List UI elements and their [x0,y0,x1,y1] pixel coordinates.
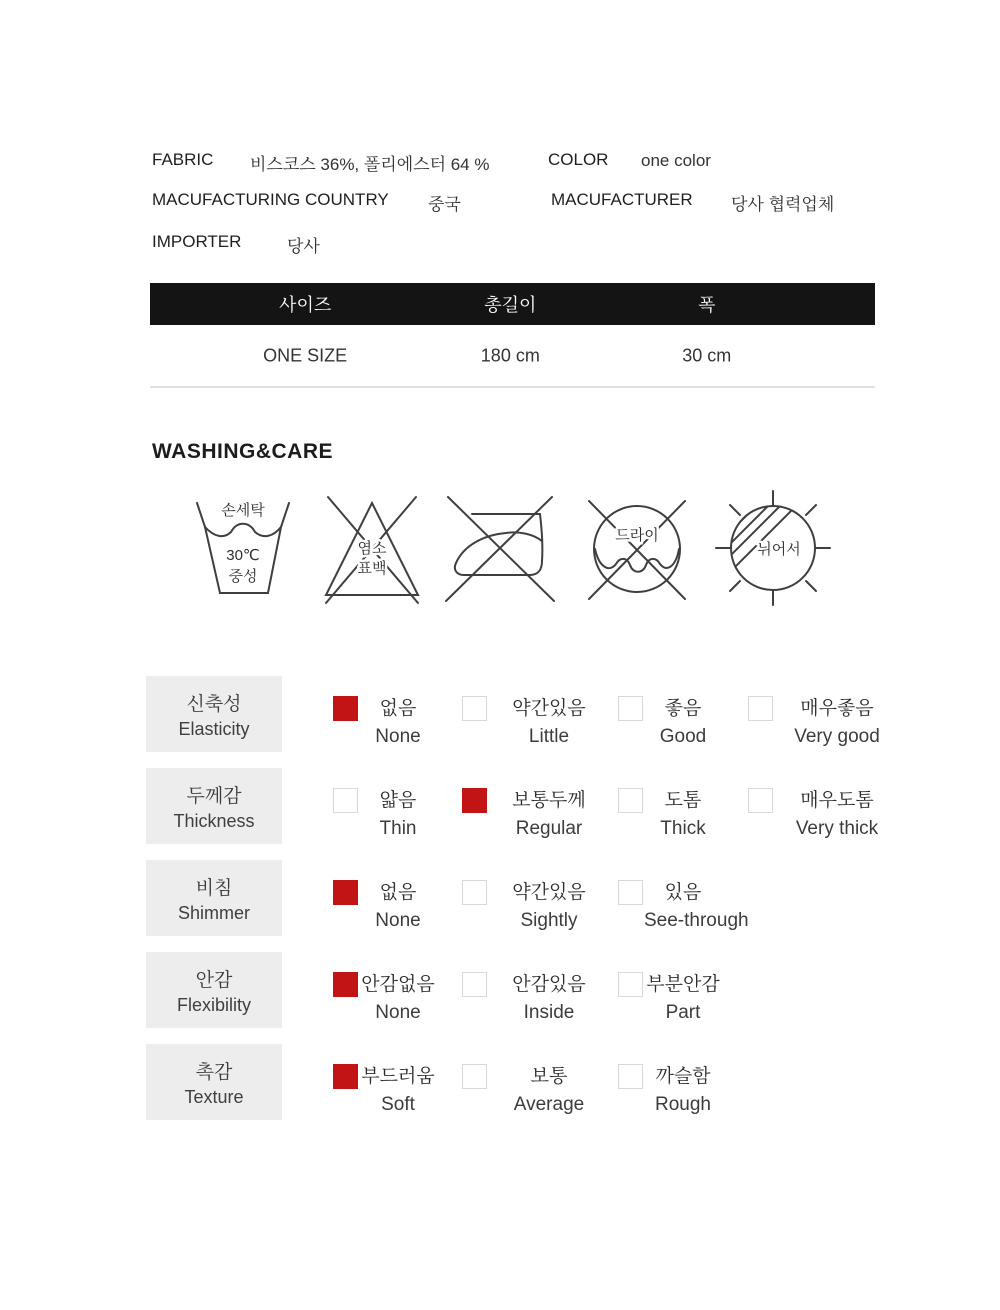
property-row-shimmer [146,860,926,940]
checkbox [618,880,643,905]
svg-text:30℃: 30℃ [226,547,260,564]
color-value: one color [641,151,711,170]
svg-text:뉘어서: 뉘어서 [757,541,801,558]
option-elasticity-good: 좋음 Good [618,696,722,752]
option-thickness-thin: 얇음 Thin [333,788,437,844]
country-label: MACUFACTURING COUNTRY [152,190,389,209]
property-row-elasticity [146,676,926,756]
property-row-texture [146,1044,926,1124]
property-label-en: Elasticity [178,718,250,739]
checkbox [618,696,643,721]
texture-label-box: 촉감 Texture [146,1044,282,1120]
checkbox-checked [333,880,358,905]
size-col-header: 사이즈 [279,295,332,315]
checkbox-checked [462,788,487,813]
elasticity-label-box [146,676,282,752]
checkbox [462,972,487,997]
no-bleach-icon [312,489,432,607]
checkbox [462,696,487,721]
checkbox [462,1064,487,1089]
checkbox [748,788,773,813]
checkbox [333,788,358,813]
checkbox-checked [333,1064,358,1089]
option-texture-soft: 부드러움 Soft [333,1064,437,1120]
checkbox [618,1064,643,1089]
no-dry-clean-icon [577,489,697,607]
size-table [150,283,875,388]
importer-value: 당사 [287,237,320,256]
thickness-label-box: 두께감 Thickness [146,768,282,844]
svg-text:손세탁: 손세탁 [221,502,265,519]
shimmer-label-box: 비침 Shimmer [146,860,282,936]
manufacturer-value: 당사 협력업체 [731,195,835,214]
flexibility-label-box: 안감 Flexibility [146,952,282,1028]
width-col-header: 폭 [698,295,716,315]
dry-flat-shade-icon [713,489,838,614]
svg-text:드라이: 드라이 [615,527,659,544]
option-thickness-regular: 보통두께 Regular [462,788,610,844]
svg-text:표백: 표백 [357,560,387,577]
size-table-header [150,283,875,325]
checkbox [618,788,643,813]
checkbox [462,880,487,905]
fabric-value: 비스코스 36%, 폴리에스터 64 % [250,155,490,174]
size-table-row [150,325,875,388]
option-shimmer-slightly: 약간있음 Sightly [462,880,610,936]
property-row-thickness [146,768,926,848]
fabric-row [152,150,213,170]
checkbox [748,696,773,721]
color-label: COLOR [548,150,609,169]
no-iron-icon [440,489,560,607]
washing-care-title: WASHING&CARE [152,440,334,463]
option-elasticity-little: 약간있음 Little [462,696,610,752]
option-shimmer-none: 없음 None [333,880,437,936]
option-thickness-very-thick: 매우도톰 Very thick [748,788,900,844]
option-elasticity-very-good: 매우좋음 Very good [748,696,900,752]
checkbox [618,972,643,997]
option-lining-inside: 안감있음 Inside [462,972,610,1028]
length-col-header: 총길이 [484,295,537,315]
hand-wash-icon [186,489,306,607]
width-value: 30 cm [682,345,732,365]
checkbox-checked [333,696,358,721]
svg-text:염소: 염소 [357,540,387,557]
option-lining-none: 안감없음 None [333,972,437,1028]
importer-label: IMPORTER [152,232,242,251]
option-thickness-thick: 도톰 Thick [618,788,722,844]
country-value: 중국 [428,195,461,214]
checkbox-checked [333,972,358,997]
length-value: 180 cm [480,345,540,365]
property-label-ko: 신축성 [186,693,242,715]
fabric-label: FABRIC [152,150,214,169]
manufacturer-label: MACUFACTURER [551,190,693,209]
option-elasticity-none: 없음 None [333,696,437,752]
option-lining-part: 부분안감 Part [618,972,722,1028]
property-row-flexibility [146,952,926,1032]
size-value: ONE SIZE [263,345,348,365]
option-shimmer-see-through: 있음 See-through [618,880,722,936]
svg-text:중성: 중성 [228,568,258,585]
option-texture-rough: 까슬함 Rough [618,1064,722,1120]
option-texture-average: 보통 Average [462,1064,610,1120]
